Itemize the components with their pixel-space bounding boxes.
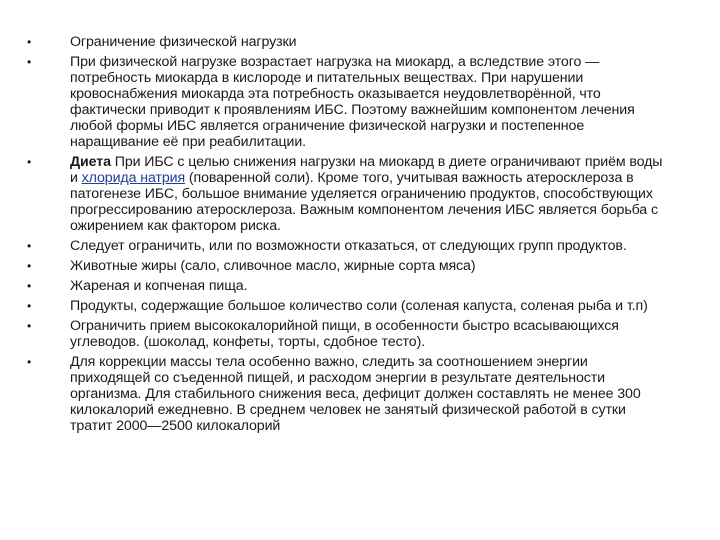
- item-text: При ИБС с целью снижения нагрузки на миокард в диете ограничивают приём воды и: [70, 154, 663, 186]
- bullet-icon: •: [27, 239, 32, 253]
- list-item-diet: [27, 154, 670, 234]
- bullet-icon: •: [27, 55, 32, 69]
- item-text: Продукты, содержащие большое количество соли (соленая капуста, соленая рыба и т.п): [70, 298, 648, 314]
- list-item: [27, 278, 670, 294]
- list-item: [27, 318, 670, 350]
- item-heading-text: Ограничение физической нагрузки: [70, 34, 297, 50]
- sodium-chloride-link[interactable]: хлорида натрия: [81, 170, 186, 186]
- bullet-icon: •: [27, 319, 32, 333]
- item-text: Жареная и копченая пища.: [70, 278, 248, 294]
- item-text: Следует ограничить, или по возможности отказаться, от следующих групп продуктов.: [70, 238, 627, 254]
- list-item: [27, 54, 670, 150]
- bullet-icon: •: [27, 279, 32, 293]
- bullet-icon: •: [27, 259, 32, 273]
- bullet-list: [27, 34, 670, 438]
- list-item: [27, 298, 670, 314]
- item-text: (поваренной соли). Кроме того, учитывая важность атеросклероза в патогенезе ИБС, большое внимание уделяется ограничению продуктов, способствующих прогрессированию атеросклероза. Важным компонентом лечения ИБС является борьба с ожирением как фактором риска.: [70, 170, 658, 234]
- list-item: [27, 238, 670, 254]
- item-text: Животные жиры (сало, сливочное масло, жирные сорта мяса): [70, 258, 476, 274]
- item-text: При физической нагрузке возрастает нагрузка на миокард, а вследствие этого — потребность миокарда в кислороде и питательных веществах. При нарушении кровоснабжения миокарда эта потребность оказывается неудовлетворённой, что фактически приводит к проявлениям ИБС. Поэтому важнейшим компонентом лечения любой формы ИБС является ограничение физической нагрузки и постепенное наращивание её при реабилитации.: [70, 54, 635, 150]
- list-item: [27, 354, 670, 434]
- diet-label: Диета: [70, 154, 111, 170]
- item-text: Для коррекции массы тела особенно важно, следить за соотношением энергии приходящей со съеденной пищей, и расходом энергии в результате деятельности организма. Для стабильного снижения веса, дефицит должен составлять не менее 300 килокалорий ежедневно. В среднем человек не занятый физической работой в сутки тратит 2000—2500 килокалорий: [70, 354, 641, 434]
- list-item: [27, 258, 670, 274]
- bullet-icon: •: [27, 299, 32, 313]
- list-item-heading: [27, 34, 670, 50]
- item-text: Ограничить прием высококалорийной пищи, в особенности быстро всасывающихся углеводов. (шоколад, конфеты, торты, сдобное тесто).: [70, 318, 619, 350]
- bullet-icon: •: [27, 355, 32, 369]
- bullet-icon: •: [27, 35, 32, 49]
- bullet-icon: •: [27, 155, 32, 169]
